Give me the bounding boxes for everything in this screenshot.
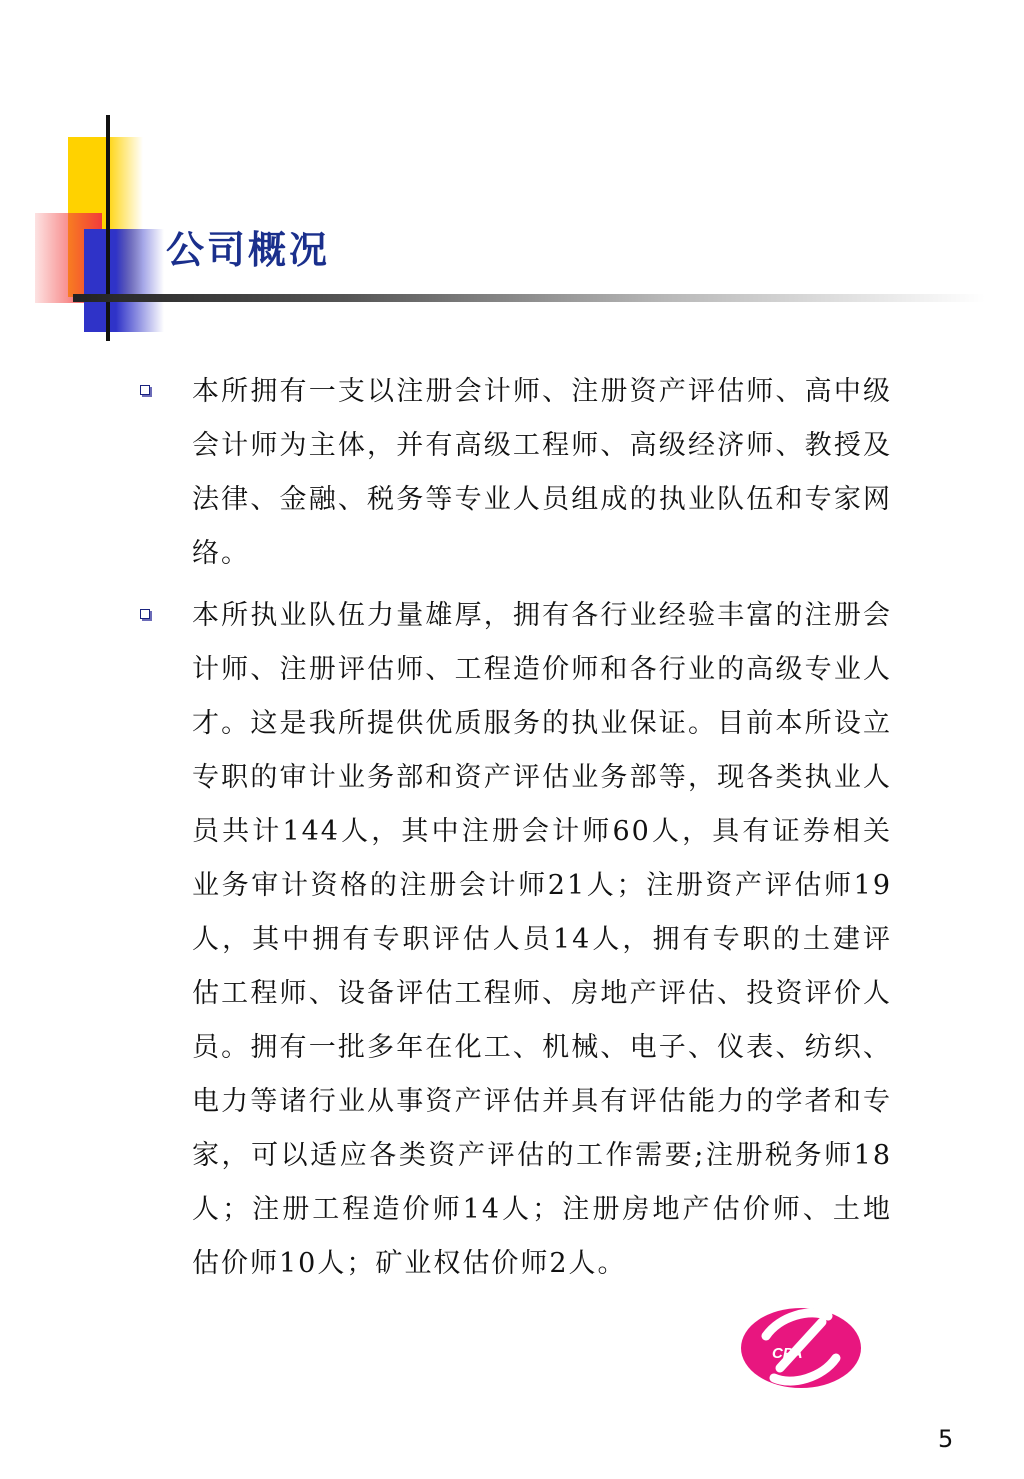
decorative-blue-block [84, 229, 164, 332]
bullet-text: 本所执业队伍力量雄厚，拥有各行业经验丰富的注册会计师、注册评估师、工程造价师和各行业的高级专业人才。这是我所提供优质服务的执业保证。目前本所设立专职的审计业务部和资产评估业务部等，现各类执业人员共计144人，其中注册会计师60人，具有证券相关业务审计资格的注册会计师21人；注册资产评估师19人，其中拥有专职评估人员14人，拥有专职的土建评估工程师、设备评估工程师、房地产评估、投资评价人员。拥有一批多年在化工、机械、电子、仪表、纺织、电力等诸行业从事资产评估并具有评估能力的学者和专家，可以适应各类资产评估的工作需要;注册税务师18人；注册工程造价师14人；注册房地产估价师、土地估价师10人；矿业权估价师2人。 [192, 600, 892, 1279]
bullet-item [140, 365, 900, 581]
bullet-item [140, 589, 900, 1291]
logo-text: CPA [772, 1345, 803, 1362]
cpa-logo-icon [736, 1302, 866, 1392]
page-number: 5 [938, 1425, 954, 1453]
title-underline-rule [73, 294, 985, 302]
page-title: 公司概况 [166, 227, 331, 272]
square-bullet-icon [140, 385, 150, 395]
decorative-vertical-line [106, 115, 110, 341]
square-bullet-icon [140, 609, 150, 619]
bullet-text: 本所拥有一支以注册会计师、注册资产评估师、高中级会计师为主体，并有高级工程师、高级经济师、教授及法律、金融、税务等专业人员组成的执业队伍和专家网络。 [192, 376, 892, 569]
